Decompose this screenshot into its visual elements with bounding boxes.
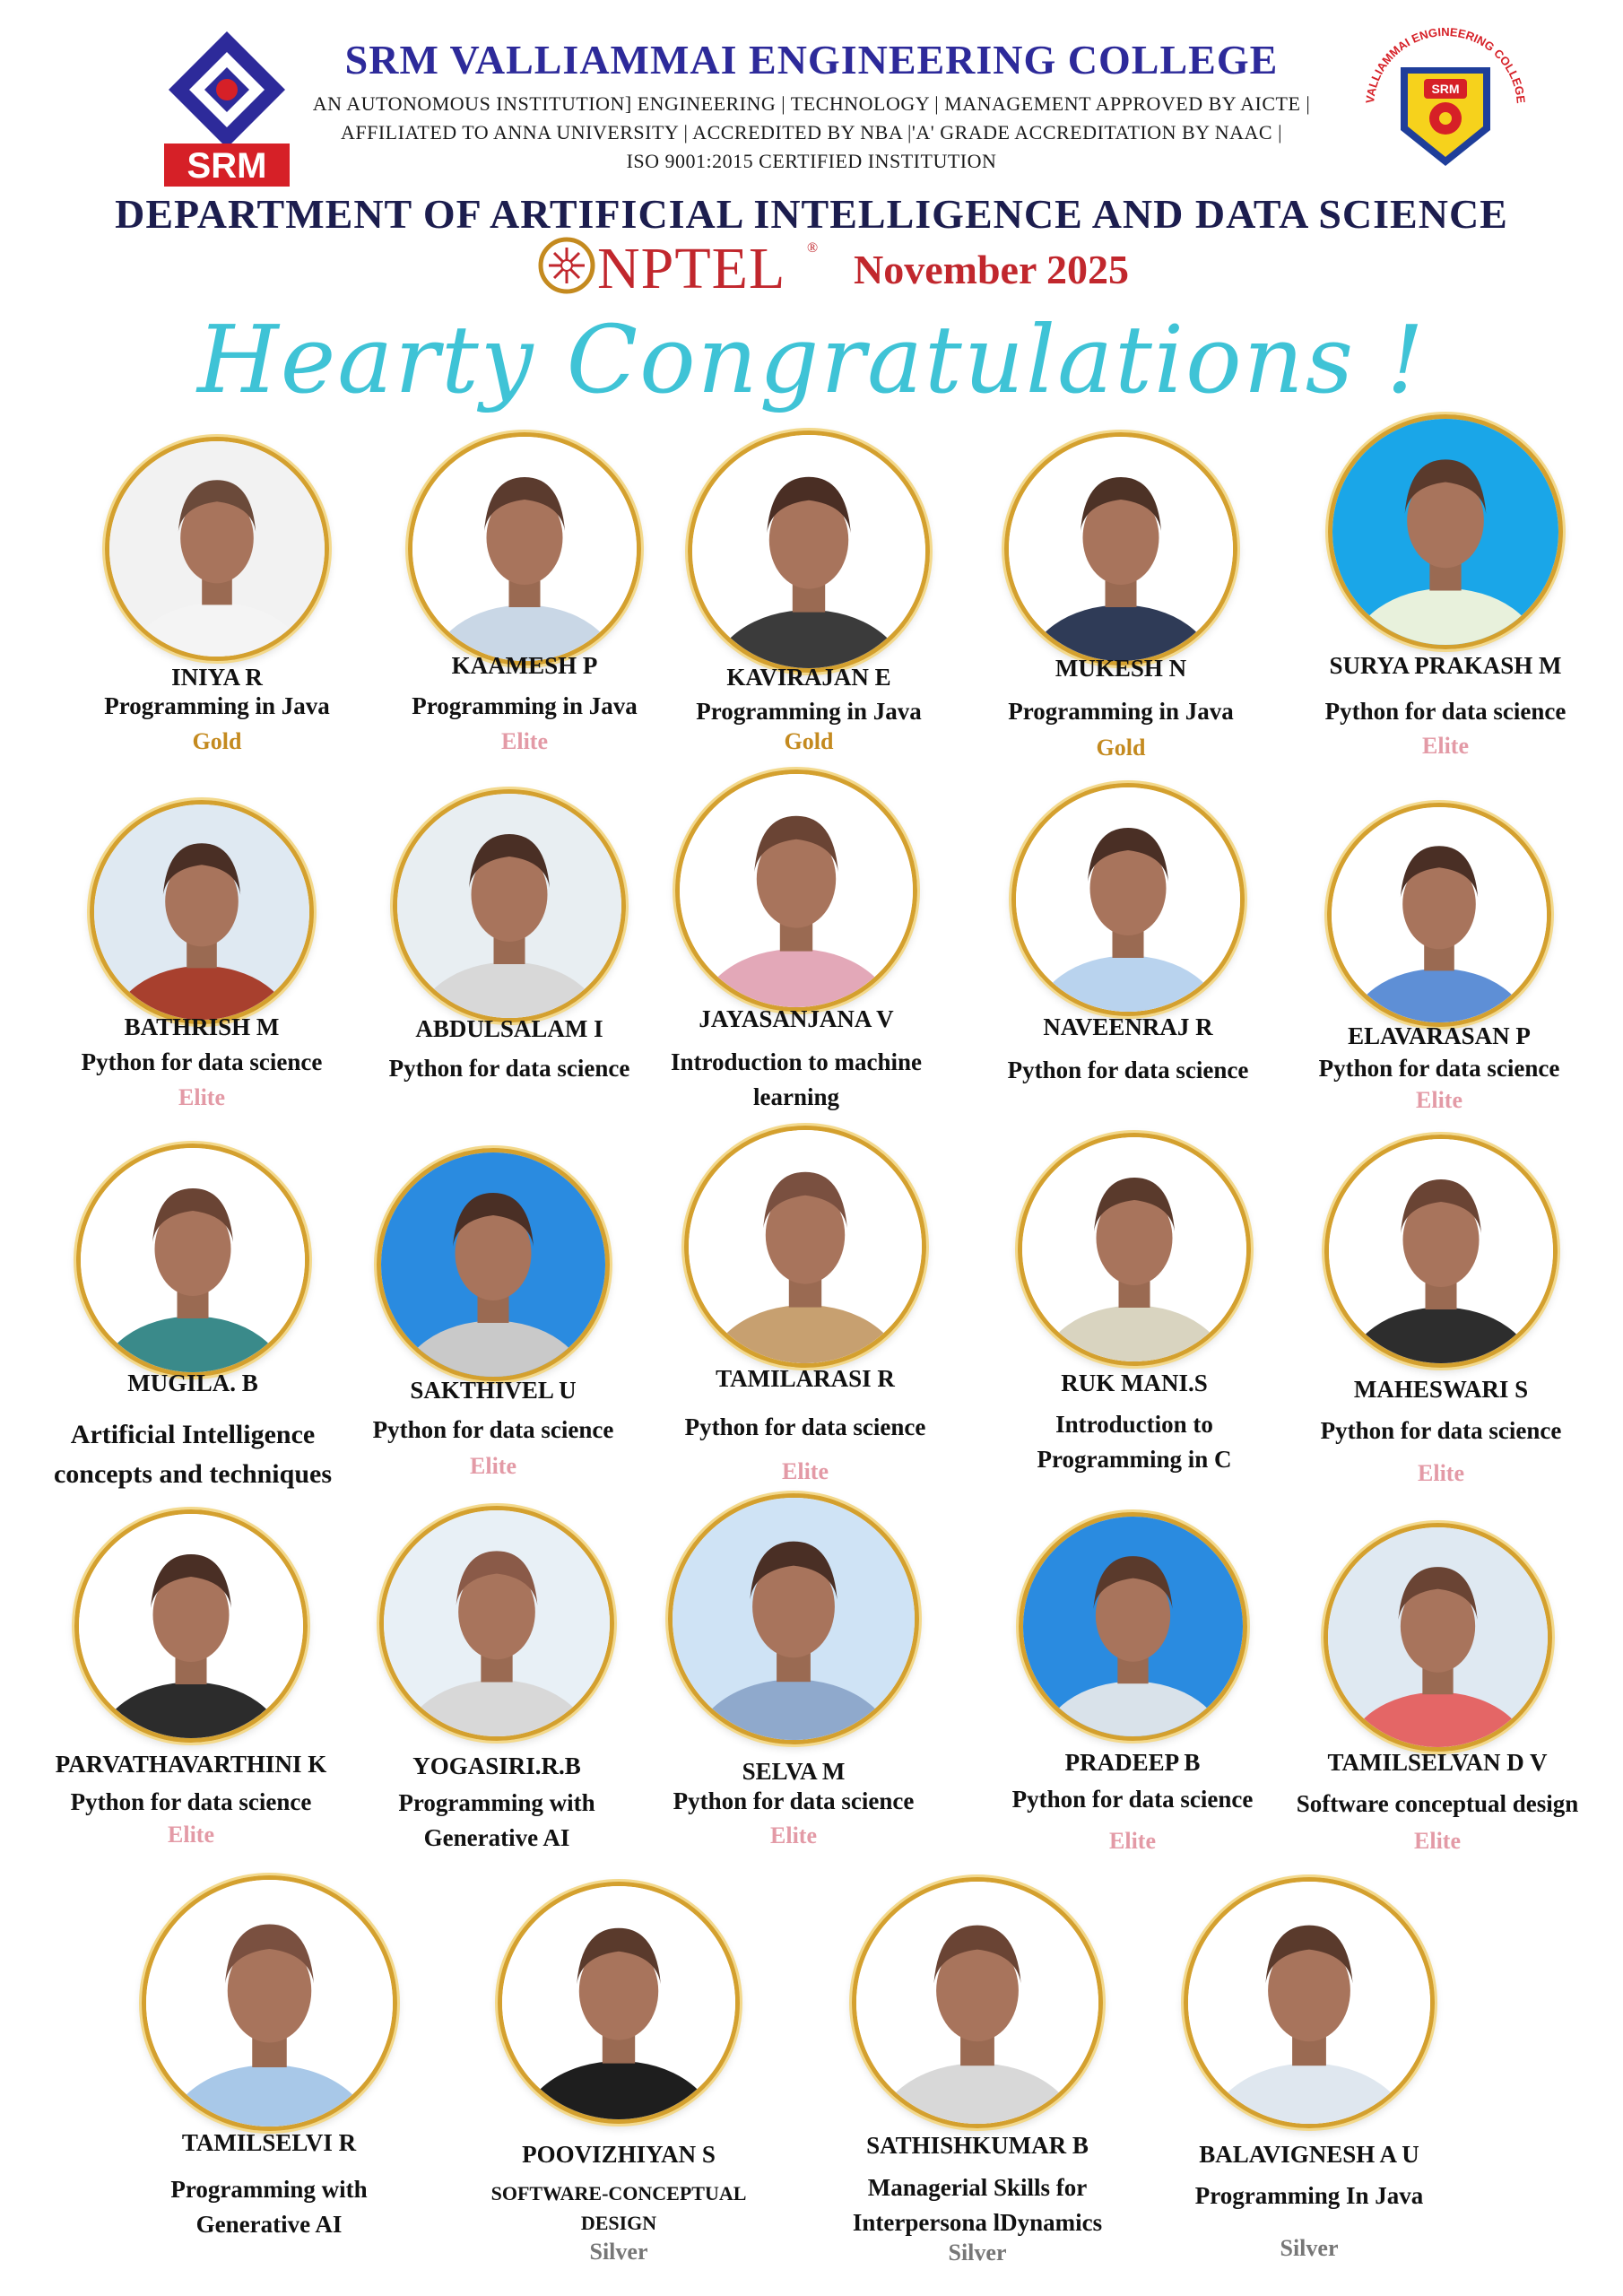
course-line-1: Python for data science (388, 1055, 630, 1082)
student-name: KAAMESH P (451, 652, 598, 679)
student-photo-kavirajan-e (688, 430, 930, 673)
accreditation-line-1: AN AUTONOMOUS INSTITUTION] ENGINEERING | TECHNOLOGY | MANAGEMENT APPROVED BY AICTE | (312, 92, 1311, 115)
seal-text: SRM (1431, 82, 1460, 96)
student-name: ABDULSALAM I (415, 1015, 603, 1042)
student-course (958, 1053, 1298, 1088)
student-photo-maheswari-s (1324, 1135, 1558, 1368)
student-photo-bathrish-m (90, 800, 314, 1024)
course-line-1: Programming In Java (1194, 2182, 1424, 2209)
student-course (99, 2172, 439, 2242)
course-line-1: Introduction to (1055, 1411, 1213, 1438)
grade-badge-gold: Gold (1096, 735, 1146, 761)
course-line-1: Python for data science (70, 1788, 312, 1815)
student-photo-poovizhiyan-s (498, 1882, 740, 2124)
student-photo-selva-m (668, 1493, 919, 1744)
course-line-1: Python for data science (1324, 698, 1567, 725)
student-name: MAHESWARI S (1353, 1376, 1529, 1403)
course-line-1: Python for data science (673, 1787, 915, 1814)
course-line-1: Python for data science (1007, 1057, 1249, 1083)
grade-badge-elite: Elite (178, 1084, 225, 1110)
nptel-logo-icon (538, 237, 595, 294)
registered-mark: ® (807, 240, 819, 256)
student-course (950, 694, 1291, 729)
student-photo-sathishkumar-b (852, 1877, 1103, 2128)
grade-badge-silver: Silver (589, 2239, 648, 2265)
college-name: SRM VALLIAMMAI ENGINEERING COLLEGE (344, 37, 1279, 83)
course-line-1: Introduction to machine learning (670, 1048, 923, 1111)
course-line-1: Python for data science (1011, 1786, 1254, 1813)
student-photo-tamilarasi-r (684, 1126, 926, 1368)
student-course (1267, 1787, 1608, 1822)
grade-badge-elite: Elite (1109, 1828, 1156, 1854)
student-name: ELAVARASAN P (1348, 1022, 1531, 1049)
course-line-1: Python for data science (1320, 1417, 1562, 1444)
grade-badge-elite: Elite (168, 1822, 214, 1848)
grade-badge-elite: Elite (1416, 1087, 1462, 1113)
student-name: SELVA M (742, 1758, 846, 1785)
student-name: JAYASANJANA V (699, 1005, 894, 1032)
course-line-2: Programming in C (1037, 1446, 1232, 1474)
accreditation-line-3: ISO 9001:2015 CERTIFIED INSTITUTION (626, 150, 997, 172)
student-name: PRADEEP B (1064, 1749, 1201, 1776)
student-course (1139, 2179, 1480, 2213)
student-name: YOGASIRI.R.B (412, 1752, 581, 1779)
student-course (638, 694, 979, 729)
course-line-1: Software conceptual design (1296, 1790, 1579, 1817)
student-photo-tamilselvi-r (142, 1875, 397, 2131)
course-line-1: Managerial Skills for (867, 2174, 1088, 2201)
student-photo-balavignesh-a-u (1184, 1877, 1435, 2128)
student-name: BATHRISH M (124, 1013, 280, 1040)
student-name: RUK MANI.S (1061, 1370, 1208, 1396)
course-line-1: SOFTWARE-CONCEPTUAL (490, 2182, 747, 2205)
student-name: BALAVIGNESH A U (1199, 2141, 1419, 2168)
nptel-banner (538, 235, 1166, 300)
accreditation-line-2: AFFILIATED TO ANNA UNIVERSITY | ACCREDITED BY NBA |'A' GRADE ACCREDITATION BY NAAC | (341, 121, 1282, 144)
grade-badge-elite: Elite (770, 1822, 817, 1848)
student-name: TAMILARASI R (716, 1365, 895, 1392)
course-line-1: Programming with (170, 2176, 368, 2203)
student-course (1269, 1051, 1610, 1086)
course-line-1: Programming in Java (1008, 698, 1234, 725)
nptel-wordmark: NPTEL (597, 236, 786, 301)
student-course (22, 1415, 363, 1493)
student-photo-jayasanjana-v (675, 770, 917, 1012)
course-line-1: Programming in Java (696, 698, 922, 725)
session-month: November 2025 (854, 247, 1130, 292)
student-photo-kaamesh-p (408, 432, 641, 665)
course-line-2: Generative AI (423, 1824, 570, 1852)
student-name: PARVATHAVARTHINI K (55, 1751, 327, 1778)
course-line-1: Artificial Intelligence (70, 1420, 316, 1449)
student-course (1271, 1413, 1611, 1448)
student-photo-elavarasan-p (1327, 803, 1551, 1027)
student-photo-mugila-b (76, 1144, 309, 1377)
course-line-2: Generative AI (195, 2211, 343, 2239)
student-photo-pradeep-b (1019, 1512, 1247, 1741)
seal-arc-text: VALLIAMMAI ENGINEERING COLLEGE (1363, 24, 1528, 104)
grade-badge-elite: Elite (501, 728, 548, 754)
student-name: SURYA PRAKASH M (1329, 652, 1562, 679)
hearty-congratulations-heading: Hearty Congratulations ! (197, 305, 1426, 414)
student-name: SATHISHKUMAR B (866, 2132, 1089, 2159)
course-line-1: Python for data science (684, 1413, 926, 1440)
student-photo-tamilselvan-d-v (1324, 1523, 1552, 1752)
student-name: TAMILSELVI R (181, 2129, 357, 2156)
srm-logo-text: SRM (187, 146, 267, 186)
department-title: DEPARTMENT OF ARTIFICIAL INTELLIGENCE AND DATA SCIENCE (115, 191, 1508, 237)
course-line-1: Programming in Java (412, 692, 638, 719)
student-course (626, 1045, 967, 1115)
student-name: MUKESH N (1055, 655, 1187, 682)
course-line-2: concepts and techniques (53, 1458, 333, 1489)
student-course (623, 1784, 964, 1819)
student-photo-mukesh-n (1004, 432, 1237, 665)
course-line-1: Programming with (398, 1789, 595, 1816)
student-course (1275, 694, 1616, 729)
student-course (964, 1407, 1305, 1477)
student-course (326, 1786, 667, 1856)
course-line-1: Programming in Java (104, 692, 330, 719)
student-photo-sakthivel-u (377, 1148, 610, 1381)
grade-badge-elite: Elite (1414, 1828, 1461, 1854)
student-course (635, 1410, 976, 1445)
course-line-2: DESIGN (580, 2212, 657, 2234)
student-name: MUGILA. B (127, 1370, 258, 1396)
student-course (323, 1413, 664, 1448)
student-course (47, 689, 387, 724)
student-course (31, 1045, 372, 1080)
grade-badge-elite: Elite (1418, 1460, 1464, 1486)
course-line-1: Python for data science (372, 1416, 614, 1443)
student-photo-ruk-mani-s (1018, 1133, 1251, 1366)
course-line-2: Interpersona lDynamics (852, 2209, 1103, 2237)
student-photo-yogasiri-r-b (379, 1506, 614, 1741)
grade-badge-elite: Elite (470, 1453, 516, 1479)
student-name: NAVEENRAJ R (1043, 1013, 1213, 1040)
student-course (962, 1782, 1303, 1817)
student-name: INIYA R (171, 664, 263, 691)
grade-badge-silver: Silver (1280, 2235, 1339, 2261)
student-photo-surya-prakash-m (1328, 414, 1563, 649)
student-photo-abdulsalam-i (393, 789, 626, 1022)
student-name: TAMILSELVAN D V (1327, 1749, 1548, 1776)
student-name: POOVIZHIYAN S (522, 2141, 716, 2168)
student-photo-naveenraj-r (1011, 783, 1245, 1016)
course-line-1: Python for data science (81, 1048, 323, 1075)
grade-badge-gold: Gold (192, 728, 242, 754)
student-course (21, 1785, 361, 1820)
student-course (807, 2170, 1148, 2240)
grade-badge-gold: Gold (784, 728, 834, 754)
student-course (448, 2179, 789, 2238)
grade-badge-silver: Silver (948, 2239, 1007, 2266)
student-photo-parvathavarthini-k (74, 1509, 308, 1743)
student-photo-iniya-r (105, 437, 329, 661)
grade-badge-elite: Elite (782, 1458, 829, 1484)
grade-badge-elite: Elite (1422, 733, 1469, 759)
course-line-1: Python for data science (1318, 1055, 1560, 1082)
student-name: KAVIRAJAN E (726, 664, 891, 691)
student-name: SAKTHIVEL U (410, 1377, 577, 1404)
